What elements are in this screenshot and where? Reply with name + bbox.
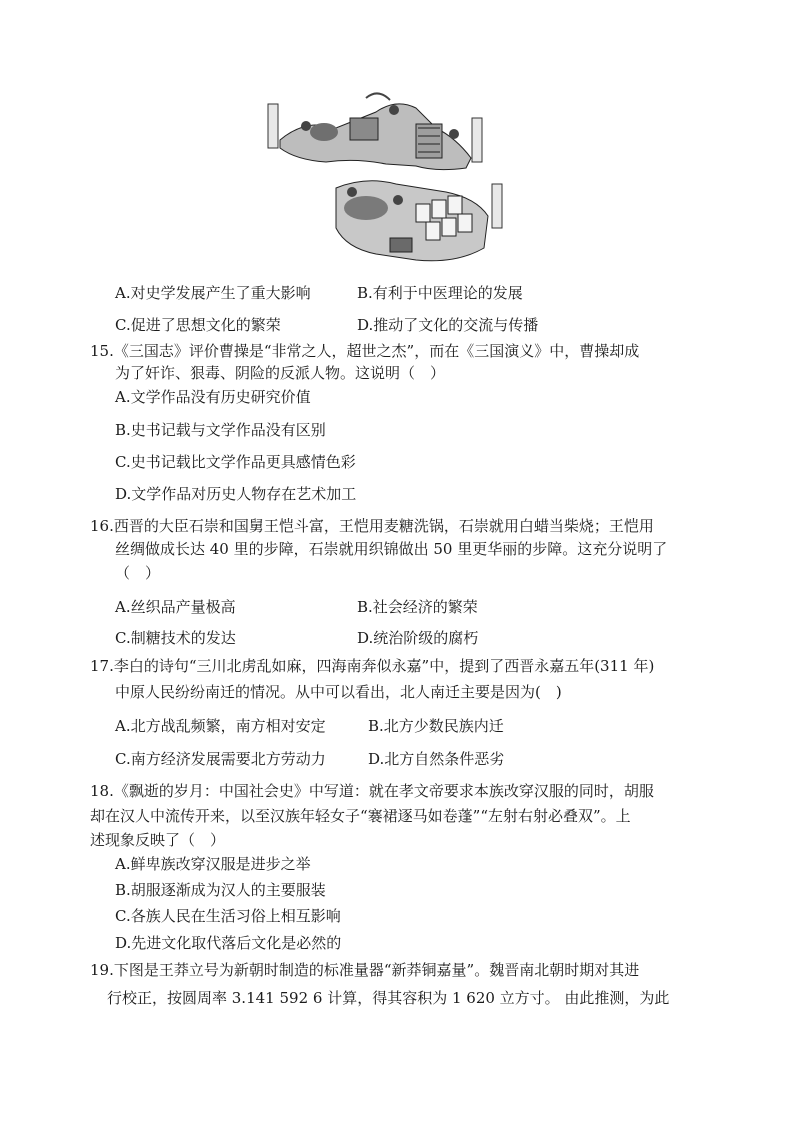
q19-stem-line2: 行校正，按圆周率 3.141 592 6 计算，得其容积为 1 620 立方寸。 由此推测，为此 <box>107 989 670 1007</box>
q18-stem-line3: 述现象反映了（ ） <box>90 831 226 849</box>
q15-option-c: C.史书记载比文学作品更具感情色彩 <box>115 453 356 471</box>
q15-stem-line2: 为了奸诈、狠毒、阴险的反派人物。这说明（ ） <box>115 364 446 382</box>
q16-option-c: C.制糖技术的发达 <box>115 629 236 647</box>
q14-option-d: D.推动了文化的交流与传播 <box>357 316 539 334</box>
q14-option-a: A.对史学发展产生了重大影响 <box>115 284 311 302</box>
q16-stem-line3: （ ） <box>115 564 161 582</box>
q19-stem-line1: 19.下图是王莽立号为新朝时制造的标准量器“新莽铜嘉量”。魏晋南北朝时期对其进 <box>90 961 640 979</box>
q17-option-a: A.北方战乱频繁，南方相对安定 <box>115 717 326 735</box>
q16-option-d: D.统治阶级的腐朽 <box>357 629 479 647</box>
q18-stem-line1: 18.《飘逝的岁月：中国社会史》中写道：就在孝文帝要求本族改穿汉服的同时，胡服 <box>90 782 654 800</box>
q15-stem-line1: 15.《三国志》评价曹操是“非常之人，超世之杰”，而在《三国演义》中，曹操却成 <box>90 342 640 360</box>
q18-option-b: B.胡服逐渐成为汉人的主要服装 <box>115 881 326 899</box>
q18-option-c: C.各族人民在生活习俗上相互影响 <box>115 907 341 925</box>
q18-option-d: D.先进文化取代落后文化是必然的 <box>115 934 342 952</box>
q17-stem-line1: 17.李白的诗句“三川北虏乱如麻，四海南奔似永嘉”中，提到了西晋永嘉五年(311 年) <box>90 657 655 675</box>
q14-option-b: B.有利于中医理论的发展 <box>357 284 523 302</box>
q18-stem-line2: 却在汉人中流传开来，以至汉族年轻女子“褰裙逐马如卷蓬”“左射右射必叠双”。上 <box>90 807 631 825</box>
q16-option-b: B.社会经济的繁荣 <box>357 598 478 616</box>
q17-option-b: B.北方少数民族内迁 <box>368 717 504 735</box>
q14-option-c: C.促进了思想文化的繁荣 <box>115 316 281 334</box>
q15-option-a: A.文学作品没有历史研究价值 <box>115 388 311 406</box>
q17-option-c: C.南方经济发展需要北方劳动力 <box>115 750 326 768</box>
q16-option-a: A.丝织品产量极高 <box>115 598 236 616</box>
q18-option-a: A.鲜卑族改穿汉服是进步之举 <box>115 855 311 873</box>
q15-option-b: B.史书记载与文学作品没有区别 <box>115 421 326 439</box>
q17-stem-line2: 中原人民纷纷南迁的情况。从中可以看出，北人南迁主要是因为( ) <box>115 683 562 701</box>
papermaking-process-illustration <box>266 88 514 270</box>
q16-stem-line2: 丝绸做成长达 40 里的步障，石崇就用织锦做出 50 里更华丽的步障。这充分说明了 <box>115 540 668 558</box>
q15-option-d: D.文学作品对历史人物存在艺术加工 <box>115 485 357 503</box>
q16-stem-line1: 16.西晋的大臣石崇和国舅王恺斗富，王恺用麦糖洗锅，石崇就用白蜡当柴烧；王恺用 <box>90 517 654 535</box>
q17-option-d: D.北方自然条件恶劣 <box>368 750 505 768</box>
